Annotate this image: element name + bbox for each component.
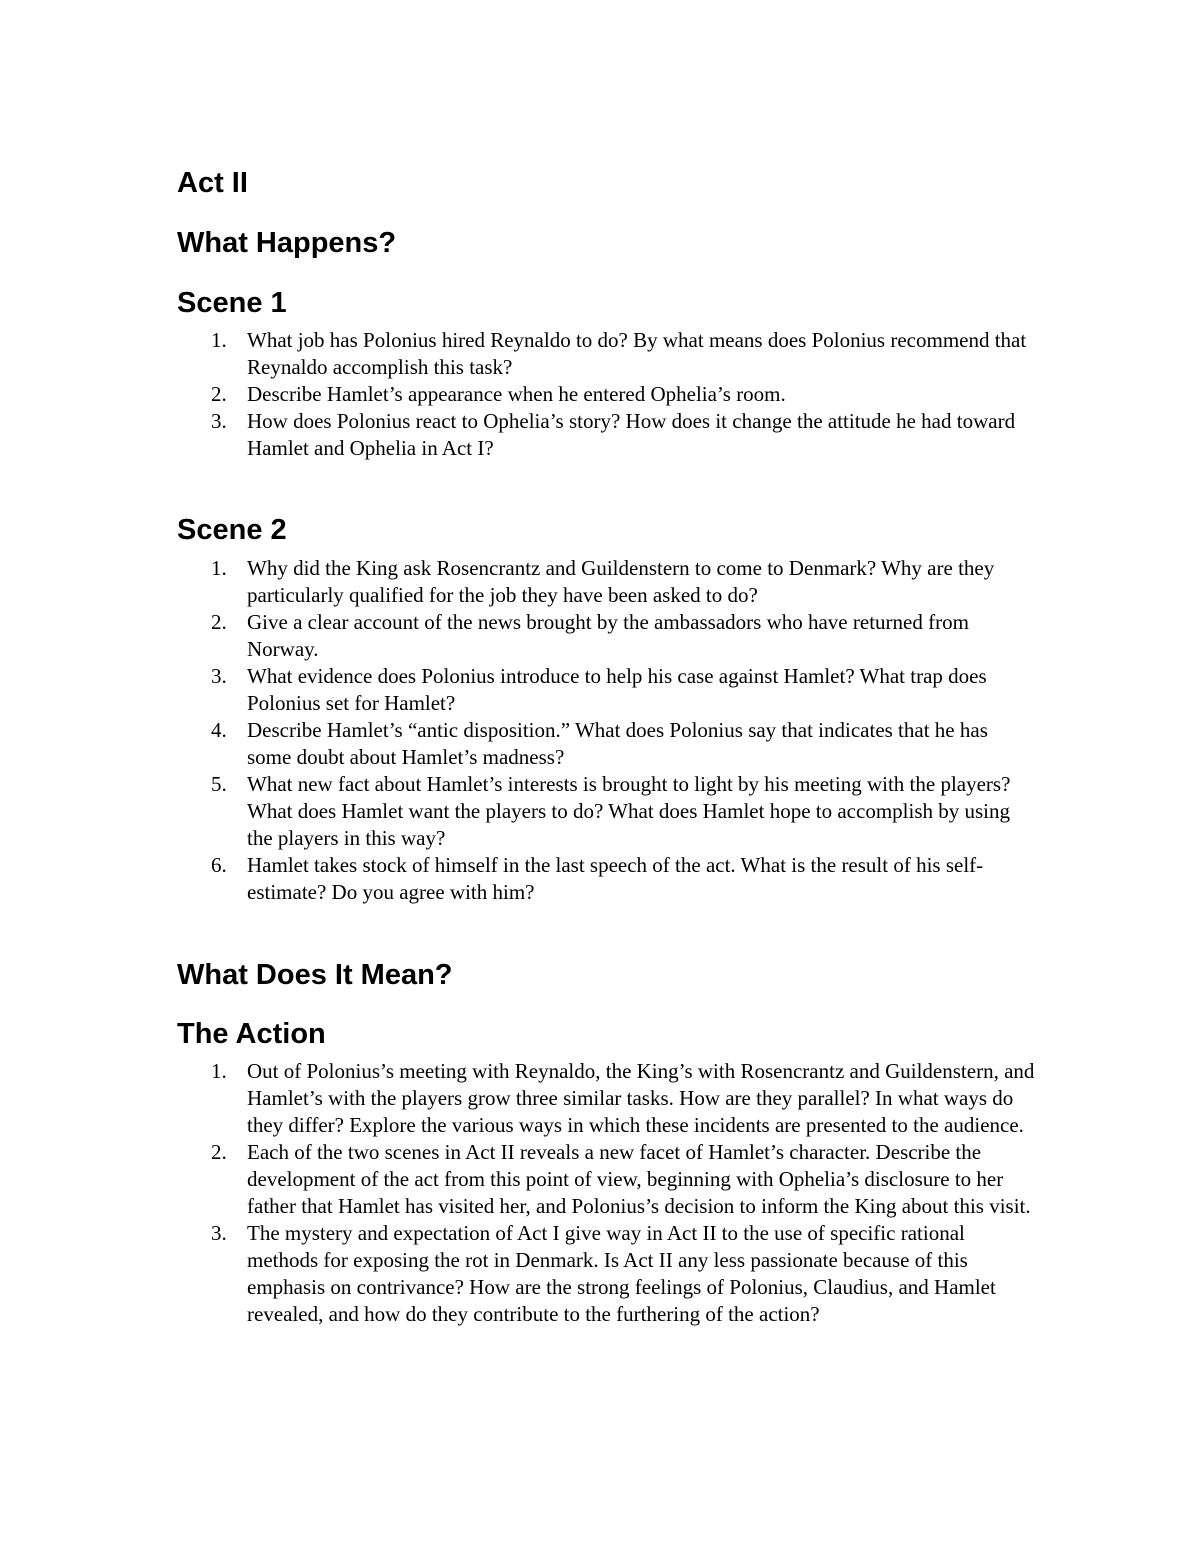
list-item-text: What job has Polonius hired Reynaldo to do? By what means does Polonius recommend that Reynaldo accomplish this task?: [247, 328, 1027, 379]
list-item-text: Hamlet takes stock of himself in the last speech of the act. What is the result of his self-estimate? Do you agree with him?: [247, 853, 984, 904]
list-item-text: Describe Hamlet’s “antic disposition.” What does Polonius say that indicates that he has some doubt about Hamlet’s madness?: [247, 718, 988, 769]
list-item-number: 1.: [211, 328, 227, 352]
list-item-number: 6.: [211, 853, 227, 877]
list-item: [0, 717, 1037, 771]
what-does-it-mean-heading: What Does It Mean?: [177, 959, 453, 991]
act-heading: Act II: [177, 167, 248, 199]
list-item: [0, 1220, 1037, 1328]
list-item-text: Give a clear account of the news brought by the ambassadors who have returned from Norway.: [247, 610, 969, 661]
list-item: [0, 1139, 1037, 1220]
list-item-number: 2.: [211, 382, 227, 406]
list-item-number: 4.: [211, 718, 227, 742]
list-item-number: 5.: [211, 772, 227, 796]
list-item: [0, 771, 1037, 852]
the-action-heading: The Action: [177, 1018, 326, 1050]
the-action-question-list: [0, 1058, 1200, 1328]
list-item: [0, 555, 1037, 609]
list-item: [0, 852, 1037, 906]
list-item-number: 3.: [211, 1221, 227, 1245]
list-item-text: What evidence does Polonius introduce to help his case against Hamlet? What trap does Polonius set for Hamlet?: [247, 664, 987, 715]
list-item: [0, 663, 1037, 717]
list-item-number: 2.: [211, 1140, 227, 1164]
list-item: [0, 1058, 1037, 1139]
scene1-heading: Scene 1: [177, 287, 287, 319]
list-item-number: 1.: [211, 1059, 227, 1083]
list-item-text: Describe Hamlet’s appearance when he entered Ophelia’s room.: [247, 382, 786, 406]
list-item-text: Why did the King ask Rosencrantz and Guildenstern to come to Denmark? Why are they particularly qualified for the job they have been asked to do?: [247, 556, 995, 607]
list-item-number: 2.: [211, 610, 227, 634]
list-item: [0, 327, 1037, 381]
scene2-heading: Scene 2: [177, 514, 287, 546]
what-happens-heading: What Happens?: [177, 227, 397, 259]
scene1-question-list: [0, 327, 1200, 462]
list-item-text: Out of Polonius’s meeting with Reynaldo, the King’s with Rosencrantz and Guildenstern, and Hamlet’s with the players grow three similar tasks. How are they parallel? In what ways do they differ? Explore the various ways in which these incidents are presented to the audience.: [247, 1059, 1035, 1137]
list-item-number: 3.: [211, 409, 227, 433]
list-item-text: How does Polonius react to Ophelia’s story? How does it change the attitude he had toward Hamlet and Ophelia in Act I?: [247, 409, 1016, 460]
list-item-text: Each of the two scenes in Act II reveals a new facet of Hamlet’s character. Describe the development of the act from this point of view, beginning with Ophelia’s disclosure to her father that Hamlet has visited her, and Polonius’s decision to inform the King about this visit.: [247, 1140, 1031, 1218]
scene2-question-list: [0, 555, 1200, 906]
list-item-text: What new fact about Hamlet’s interests is brought to light by his meeting with the players? What does Hamlet want the players to do? What does Hamlet hope to accomplish by using the players in this way?: [247, 772, 1011, 850]
list-item: [0, 609, 1037, 663]
list-item-number: 1.: [211, 556, 227, 580]
list-item: [0, 381, 1037, 408]
list-item: [0, 408, 1037, 462]
list-item-number: 3.: [211, 664, 227, 688]
list-item-text: The mystery and expectation of Act I give way in Act II to the use of specific rational methods for exposing the rot in Denmark. Is Act II any less passionate because of this emphasis on contrivance? How are the strong feelings of Polonius, Claudius, and Hamlet revealed, and how do they contribute to the furthering of the action?: [247, 1221, 996, 1326]
